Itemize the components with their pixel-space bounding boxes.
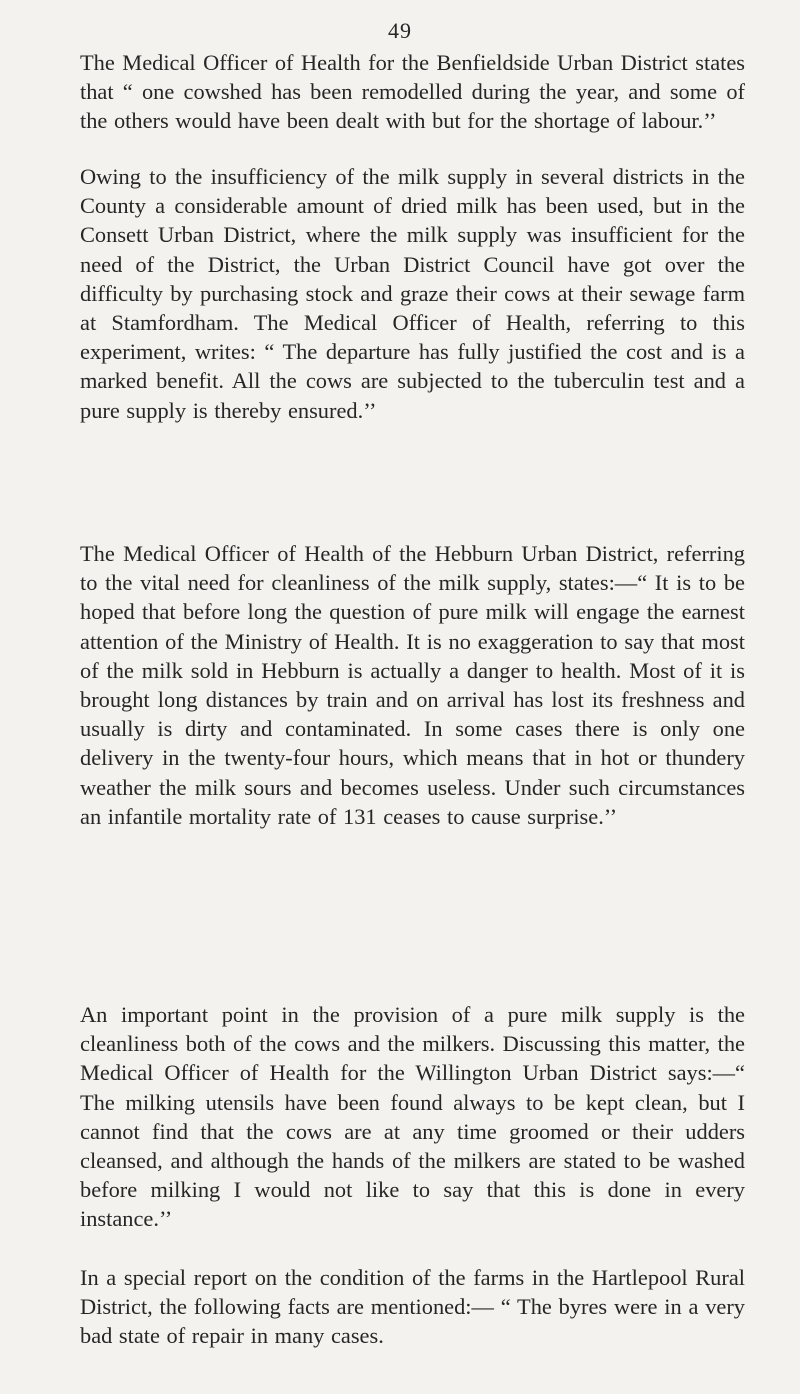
paragraph-benfieldside: The Medical Officer of Health for the Benfieldside Urban District states that “ one cowshed has been remodelled during the year, and some of the others would have been dealt with but for the shortage of labour.’’ bbox=[80, 50, 745, 134]
paragraph-consett: Owing to the insufficiency of the milk supply in several districts in the County a considerable amount of dried milk has been used, but in the Consett Urban District, where the milk supply was insufficient for the need of the District, the Urban District Council have got over the difficulty by purchasing stock and graze their cows at their sewage farm at Stamfordham. The Medical Officer of Health, referring to this experiment, writes: “ The departure has fully justified the cost and is a marked benefit. All the cows are subjected to the tuberculin test and a pure supply is thereby ensured.’’ bbox=[80, 164, 745, 423]
page-number: 49 bbox=[388, 18, 412, 43]
paragraph-hebburn: The Medical Officer of Health of the Hebburn Urban District, referring to the vital need for cleanliness of the milk supply, states:—“ It is to be hoped that before long the question of pure milk will engage the earnest attention of the Ministry of Health. It is no exaggeration to say that most of the milk sold in Hebburn is actually a danger to health. Most of it is brought long distances by train and on arrival has lost its freshness and usually is dirty and contaminated. In some cases there is only one delivery in the twenty-four hours, which means that in hot or thundery weather the milk sours and becomes useless. Under such circumstances an infantile mortality rate of 131 ceases to cause surprise.’’ bbox=[80, 541, 745, 829]
paragraph-hartlepool: In a special report on the condition of the farms in the Hartlepool Rural District, the following facts are mentioned:— “ The byres were in a very bad state of repair in many cases. bbox=[80, 1265, 745, 1349]
paragraph-willington: An important point in the provision of a pure milk supply is the cleanliness both of the cows and the milkers. Discussing this matter, the Medical Officer of Health for the Willington Urban District says:—“ The milking utensils have been found always to be kept clean, but I cannot find that the cows are at any time groomed or their udders cleansed, and although the hands of the milkers are stated to be washed before milking I would not like to say that this is done in every instance.’’ bbox=[80, 1002, 745, 1232]
